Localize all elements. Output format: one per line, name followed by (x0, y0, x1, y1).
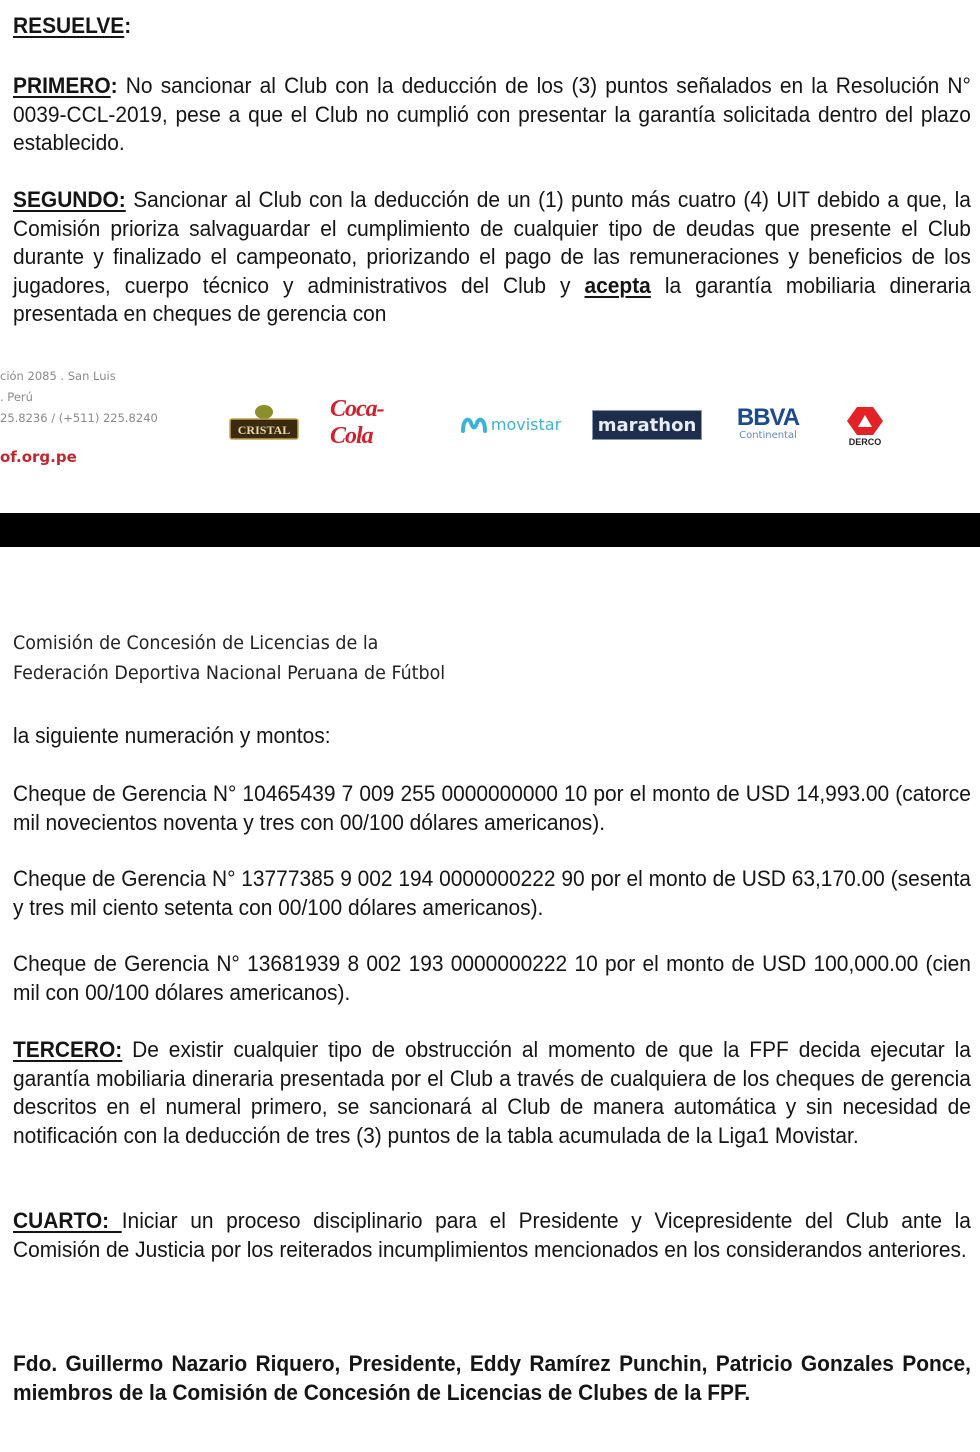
sponsor-logo-derco (838, 400, 892, 452)
resuelve-heading (13, 12, 980, 41)
cristal-logo-icon (228, 402, 300, 442)
primero-text: No sancionar al Club con la deducción de los (3) puntos señalados en la Resolución N° 0039-CCL-2019, pese a que el Club no cumplió con presentar la garantía solicitada dentro del plazo establecido. (13, 73, 971, 155)
heading-colon: : (124, 13, 132, 38)
cocacola-logo-text: Coca-Cola (330, 396, 384, 449)
letterhead (13, 628, 445, 688)
letterhead-line2: Federación Deportiva Nacional Peruana de Fútbol (13, 662, 446, 684)
primero-colon: : (110, 73, 118, 98)
paragraph-tercero (13, 1036, 971, 1150)
marathon-logo-text: marathon (597, 414, 697, 436)
cheque-item: Cheque de Gerencia N° 13777385 9 002 194 0000000222 90 por el monto de USD 63,170.00 (sesenta y tres mil ciento setenta con 00/100 dólares americanos). (13, 866, 971, 920)
cuarto-label: CUARTO: (13, 1208, 122, 1233)
sponsor-logo-bbva (730, 404, 806, 444)
cristal-logo-text: CRISTAL (237, 423, 291, 437)
page-1-fragment (0, 0, 980, 513)
tercero-text: De existir cualquier tipo de obstrucción al momento de que la FPF decida ejecutar la garantía mobiliaria dineraria presentada por el Club a través de cualquiera de los cheques de gerencia descritos en el numeral primero, se sancionará al Club de manera automática y sin necesidad de notificación con la deducción de tres (3) puntos de la tabla acumulada de la Liga1 Movistar. (13, 1037, 971, 1148)
segundo-emphasis: acepta (584, 272, 651, 298)
signature-block: Fdo. Guillermo Nazario Riquero, Presidente, Eddy Ramírez Punchin, Patricio Gonzales Ponce, miembros de la Comisión de Concesión de Licencias de Clubes de la FPF. (13, 1351, 971, 1405)
footer-address-line1: ción 2085 . San Luis (0, 369, 116, 383)
sponsor-logo-cristal (228, 402, 300, 442)
derco-logo-icon (845, 405, 885, 437)
cheque-item: Cheque de Gerencia N° 10465439 7 009 255 0000000000 10 por el monto de USD 14,993.00 (catorce mil novecientos noventa y tres con 00/100 dólares americanos). (13, 781, 971, 835)
movistar-logo-text: movistar (490, 414, 562, 434)
paragraph-primero (13, 72, 971, 158)
segundo-text-before: Sancionar al Club con la deducción de un (1) punto más cuatro (4) UIT debido a que, la Comisión prioriza salvaguardar el cumplimiento de cualquier tipo de deudas que presente el Club durante y finalizado el campeonato, priorizando el pago de las remuneraciones y beneficios de los jugadores, cuerpo técnico y administrativos del Club y (13, 187, 971, 298)
paragraph-cuarto (13, 1207, 971, 1264)
segundo-label: SEGUNDO: (13, 187, 126, 212)
derco-logo-text: DERCO (848, 436, 882, 447)
page-separator-band (0, 513, 980, 547)
bbva-logo-subtext: Continental (739, 430, 797, 441)
sponsor-logo-marathon (592, 410, 702, 440)
cheque-item: Cheque de Gerencia N° 13681939 8 002 193 0000000222 10 por el monto de USD 100,000.00 (cien mil con 00/100 dólares americanos). (13, 951, 971, 1005)
bbva-logo-text: BBVA (736, 404, 800, 431)
paragraph-segundo (13, 186, 971, 329)
footer-phone: 25.8236 / (+511) 225.8240 (0, 411, 158, 425)
footer-url: of.org.pe (0, 448, 77, 466)
primero-label: PRIMERO (13, 73, 111, 98)
footer-address-line2: . Perú (0, 390, 33, 404)
cheques-intro: la siguiente numeración y montos: (13, 723, 331, 748)
heading-label: RESUELVE (13, 13, 125, 38)
sponsor-logo-cocacola (330, 396, 425, 449)
movistar-m-icon (461, 415, 487, 433)
cuarto-text: Iniciar un proceso disciplinario para el Presidente y Vicepresidente del Club ante la Comisión de Justicia por los reiterados incumplimientos mencionados en los considerandos anteriores. (13, 1208, 971, 1262)
sponsor-logo-movistar (455, 410, 567, 438)
segundo-text-after: la garantía mobiliaria dineraria presentada en cheques de gerencia con (13, 272, 971, 326)
letterhead-line1: Comisión de Concesión de Licencias de la (13, 632, 379, 654)
tercero-label: TERCERO: (13, 1037, 123, 1062)
footer-contact (0, 366, 158, 429)
